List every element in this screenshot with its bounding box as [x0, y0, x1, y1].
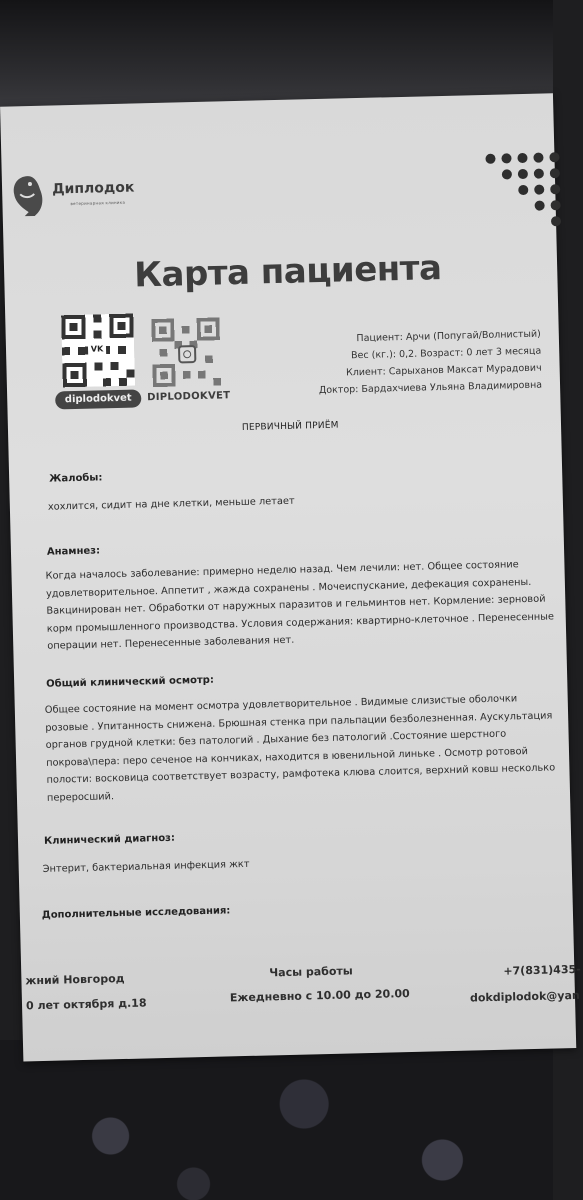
background-fabric [0, 1040, 553, 1200]
vk-icon: VK [88, 340, 106, 358]
exam-line: покрова\пера: перо сеченое на кончиках, находится в ювенильной линьке . Осмотр ротовой [45, 745, 529, 769]
clinic-subtitle: ветеринарная клиника [70, 199, 126, 207]
patient-card-paper [0, 93, 581, 1061]
client-name: Клиент: Сарыханов Максат Мурадович [345, 362, 542, 379]
patient-info [317, 326, 542, 399]
visit-type: ПЕРВИЧНЫЙ ПРИЁМ [241, 420, 339, 433]
anamnesis-line: удовлетворительное. Аппетит , жажда сохранены . Мочеиспускание, дефекация сохранены. [45, 576, 532, 600]
anamnesis-line: Когда началось заболевание: примерно неделю назад. Чем лечили: нет. Общее состояние [45, 559, 519, 582]
footer-hours-title: Часы работы [269, 964, 353, 980]
complaints-text: хохлится, сидит на дне клетки, меньше летает [47, 495, 295, 513]
footer-phone: +7(831)435- [503, 962, 581, 978]
footer-address: 0 лет октября д.18 [25, 996, 147, 1013]
background-top [0, 0, 553, 110]
page-title: Карта пациента [133, 248, 442, 296]
additional-heading: Дополнительные исследования: [41, 905, 231, 921]
patient-weight-age: Вес (кг.): 0,2. Возраст: 0 лет 3 месяца [350, 345, 542, 362]
anamnesis-heading: Анамнез: [46, 545, 101, 558]
footer-email: dokdiplodok@yan [469, 988, 580, 1005]
instagram-label: DIPLODOKVET [147, 390, 231, 404]
exam-line: Общее состояние на момент осмотра удовлетворительное . Видимые слизистые оболочки [44, 693, 518, 716]
exam-text [45, 689, 556, 806]
exam-heading: Общий клинический осмотр: [46, 674, 215, 690]
footer-city: жний Новгород [25, 971, 125, 988]
clinic-name: Диплодок [51, 179, 135, 198]
exam-line: розовые . Упитанность снижена. Брюшная стенка при пальпации безболезненная. Аускультация [45, 709, 553, 734]
decorative-dots-icon [480, 147, 562, 239]
footer-hours: Ежедневно с 10.00 до 20.00 [229, 987, 410, 1005]
diagnosis-heading: Клинический диагноз: [43, 832, 176, 847]
exam-line: органов грудной клетки: без патологий . Дыхание без патологий .Состояние шерстного [45, 728, 507, 751]
anamnesis-line: операции нет. Перенесенные заболевания нет. [47, 634, 295, 652]
exam-line: полости: восковица соответствует возрасту, рамфотека клюва слоится, верхний ковш несколько [46, 762, 556, 786]
vk-label: diplodokvet [55, 389, 141, 409]
doctor-name: Доктор: Бардахчиева Ульяна Владимировна [318, 379, 543, 397]
anamnesis-line: корм промышленного производства. Условия содержания: квартирно-клеточное . Перенесенные [46, 610, 555, 635]
instagram-icon [178, 345, 196, 363]
exam-line: переросший. [46, 790, 115, 804]
complaints-heading: Жалобы: [49, 472, 103, 485]
dinosaur-icon [8, 172, 49, 219]
diagnosis-text: Энтерит, бактериальная инфекция жкт [42, 858, 250, 875]
patient-name: Пациент: Арчи (Попугай/Волнистый) [356, 328, 541, 345]
anamnesis-line: Вакцинирован нет. Обработки от наружных паразитов и гельминтов нет. Кормление: зерновой [46, 593, 546, 617]
anamnesis-text [45, 555, 554, 655]
clinic-logo [8, 169, 159, 223]
